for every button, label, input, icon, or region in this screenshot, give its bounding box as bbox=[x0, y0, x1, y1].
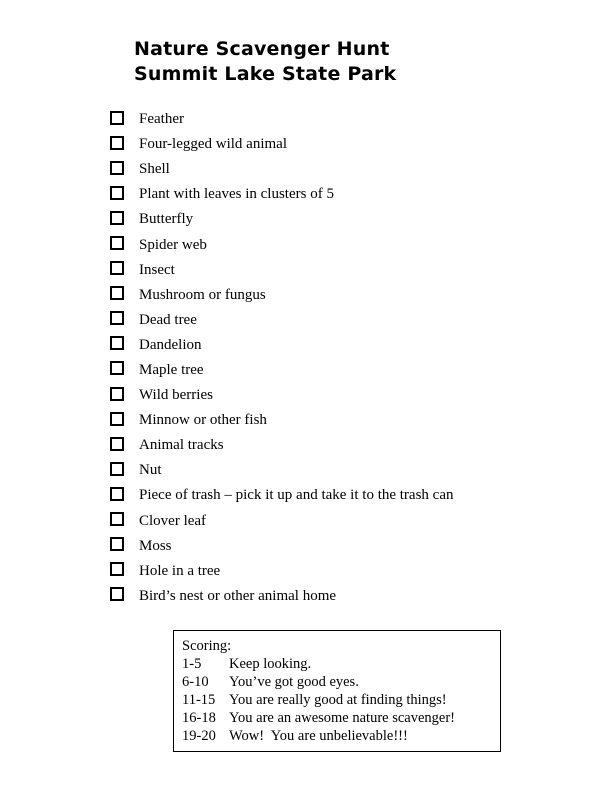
checkbox[interactable] bbox=[110, 512, 124, 526]
checklist-item-label: Spider web bbox=[139, 236, 207, 253]
checklist-item-label: Plant with leaves in clusters of 5 bbox=[139, 186, 334, 203]
checkbox[interactable] bbox=[110, 412, 124, 426]
checklist-item[interactable] bbox=[110, 433, 454, 458]
checklist-item[interactable] bbox=[110, 509, 454, 534]
checkbox[interactable] bbox=[110, 462, 124, 476]
checklist-item[interactable] bbox=[110, 408, 454, 433]
score-range: 11-15 bbox=[182, 692, 216, 708]
checklist-item[interactable] bbox=[110, 107, 454, 132]
score-description: Keep looking. bbox=[229, 656, 312, 672]
checklist-item-label: Bird’s nest or other animal home bbox=[139, 587, 337, 604]
checkbox[interactable] bbox=[110, 161, 124, 175]
scoring-row bbox=[182, 691, 500, 709]
checklist-item[interactable] bbox=[110, 383, 454, 408]
scoring-row bbox=[182, 655, 500, 673]
score-description: You are really good at finding things! bbox=[229, 692, 447, 708]
checklist-item[interactable] bbox=[110, 283, 454, 308]
checklist-item-label: Dandelion bbox=[139, 336, 202, 353]
score-range: 1-5 bbox=[182, 656, 202, 672]
checkbox[interactable] bbox=[110, 562, 124, 576]
checkbox[interactable] bbox=[110, 111, 124, 125]
checklist-item-label: Hole in a tree bbox=[139, 562, 221, 579]
checklist-item[interactable] bbox=[110, 358, 454, 383]
checkbox[interactable] bbox=[110, 286, 124, 300]
scoring-row bbox=[182, 727, 500, 745]
checklist-item-label: Nut bbox=[139, 462, 162, 479]
checklist-item-label: Moss bbox=[139, 537, 172, 554]
checklist-item-label: Animal tracks bbox=[139, 437, 224, 454]
checkbox[interactable] bbox=[110, 437, 124, 451]
checklist-item[interactable] bbox=[110, 483, 454, 508]
checklist-item[interactable] bbox=[110, 182, 454, 207]
checkbox[interactable] bbox=[110, 361, 124, 375]
checklist-item-label: Butterfly bbox=[139, 211, 194, 228]
checklist-item[interactable] bbox=[110, 559, 454, 584]
checklist-item[interactable] bbox=[110, 584, 454, 609]
checkbox[interactable] bbox=[110, 311, 124, 325]
checklist-item[interactable] bbox=[110, 534, 454, 559]
checklist-item-label: Shell bbox=[139, 161, 170, 178]
scoring-table bbox=[182, 655, 500, 745]
checklist-item-label: Feather bbox=[139, 111, 184, 128]
checkbox[interactable] bbox=[110, 136, 124, 150]
checklist-item[interactable] bbox=[110, 232, 454, 257]
scoring-row bbox=[182, 673, 500, 691]
scoring-title: Scoring: bbox=[182, 638, 232, 654]
checklist-item[interactable] bbox=[110, 308, 454, 333]
score-range: 16-18 bbox=[182, 710, 216, 726]
checklist-item-label: Mushroom or fungus bbox=[139, 286, 266, 303]
score-range: 19-20 bbox=[182, 728, 216, 744]
checklist-item-label: Clover leaf bbox=[139, 512, 207, 529]
checklist-item-label: Maple tree bbox=[139, 361, 204, 378]
checklist-item[interactable] bbox=[110, 458, 454, 483]
scoring-row bbox=[182, 709, 500, 727]
score-description: You’ve got good eyes. bbox=[229, 674, 359, 690]
checklist-item[interactable] bbox=[110, 207, 454, 232]
checklist-item[interactable] bbox=[110, 132, 454, 157]
checklist-item-label: Insect bbox=[139, 261, 175, 278]
checklist-item-label: Four-legged wild animal bbox=[139, 136, 288, 153]
checkbox[interactable] bbox=[110, 236, 124, 250]
checkbox[interactable] bbox=[110, 537, 124, 551]
score-description: You are an awesome nature scavenger! bbox=[229, 710, 456, 726]
checklist-item[interactable] bbox=[110, 157, 454, 182]
checkbox[interactable] bbox=[110, 261, 124, 275]
checkbox[interactable] bbox=[110, 336, 124, 350]
score-range: 6-10 bbox=[182, 674, 209, 690]
checklist-item-label: Minnow or other fish bbox=[139, 412, 267, 429]
checkbox[interactable] bbox=[110, 387, 124, 401]
title-line-1: Nature Scavenger Hunt bbox=[134, 38, 390, 60]
checklist-item[interactable] bbox=[110, 258, 454, 283]
scoring-box bbox=[173, 630, 501, 752]
scavenger-checklist bbox=[110, 107, 454, 609]
checkbox[interactable] bbox=[110, 211, 124, 225]
checkbox[interactable] bbox=[110, 186, 124, 200]
checklist-item[interactable] bbox=[110, 333, 454, 358]
checkbox[interactable] bbox=[110, 587, 124, 601]
page-title bbox=[134, 37, 396, 87]
checklist-item-label: Wild berries bbox=[139, 387, 213, 404]
checkbox[interactable] bbox=[110, 487, 124, 501]
title-line-2: Summit Lake State Park bbox=[134, 63, 397, 85]
checklist-item-label: Piece of trash – pick it up and take it to the trash can bbox=[139, 487, 454, 504]
score-description: Wow! You are unbelievable!!! bbox=[229, 728, 408, 744]
checklist-item-label: Dead tree bbox=[139, 311, 197, 328]
